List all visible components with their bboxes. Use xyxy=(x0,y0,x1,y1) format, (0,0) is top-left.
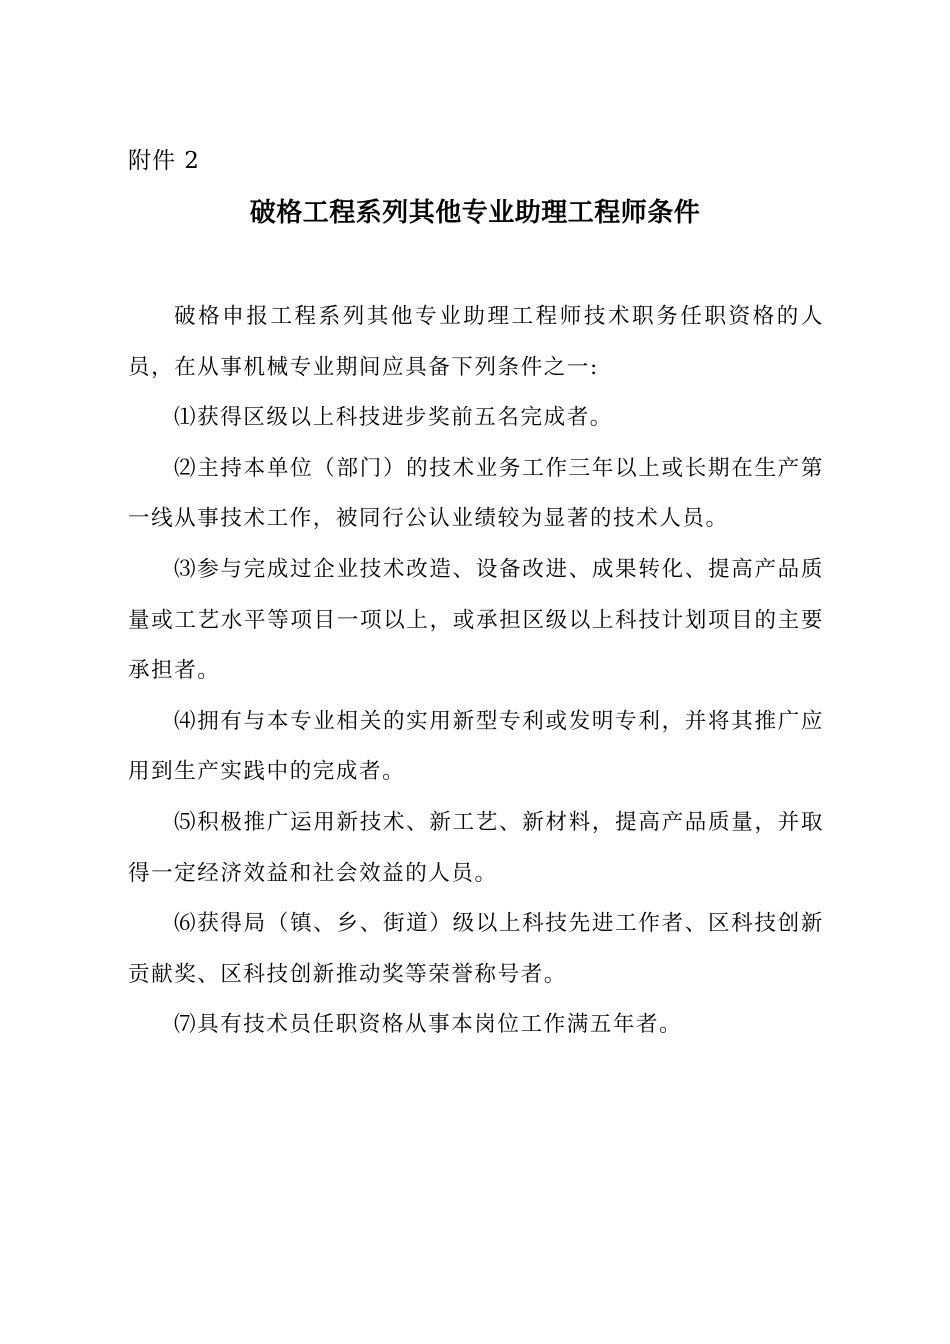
condition-item-6: ⑹获得局（镇、乡、街道）级以上科技先进工作者、区科技创新贡献奖、区科技创新推动奖等荣誉称号者。 xyxy=(128,911,824,987)
condition-item-3: ⑶参与完成过企业技术改造、设备改进、成果转化、提高产品质量或工艺水平等项目一项以上，或承担区级以上科技计划项目的主要承担者。 xyxy=(128,556,824,684)
document-body xyxy=(128,292,824,1051)
condition-item-7: ⑺具有技术员任职资格从事本岗位工作满五年者。 xyxy=(174,1012,683,1038)
attachment-label: 附件 2 xyxy=(128,148,200,174)
condition-item-1: ⑴获得区级以上科技进步奖前五名完成者。 xyxy=(174,405,613,431)
condition-item-4: ⑷拥有与本专业相关的实用新型专利或发明专利，并将其推广应用到生产实践中的完成者。 xyxy=(128,708,824,785)
intro-paragraph: 破格申报工程系列其他专业助理工程师技术职务任职资格的人员，在从事机械专业期间应具备下列条件之一: xyxy=(128,304,824,380)
condition-item-5: ⑸积极推广运用新技术、新工艺、新材料，提高产品质量，并取得一定经济效益和社会效益的人员。 xyxy=(128,809,824,886)
condition-item-2: ⑵主持本单位（部门）的技术业务工作三年以上或长期在生产第一线从事技术工作，被同行公认业绩较为显著的技术人员。 xyxy=(128,455,824,532)
document-title: 破格工程系列其他专业助理工程师条件 xyxy=(249,198,701,228)
